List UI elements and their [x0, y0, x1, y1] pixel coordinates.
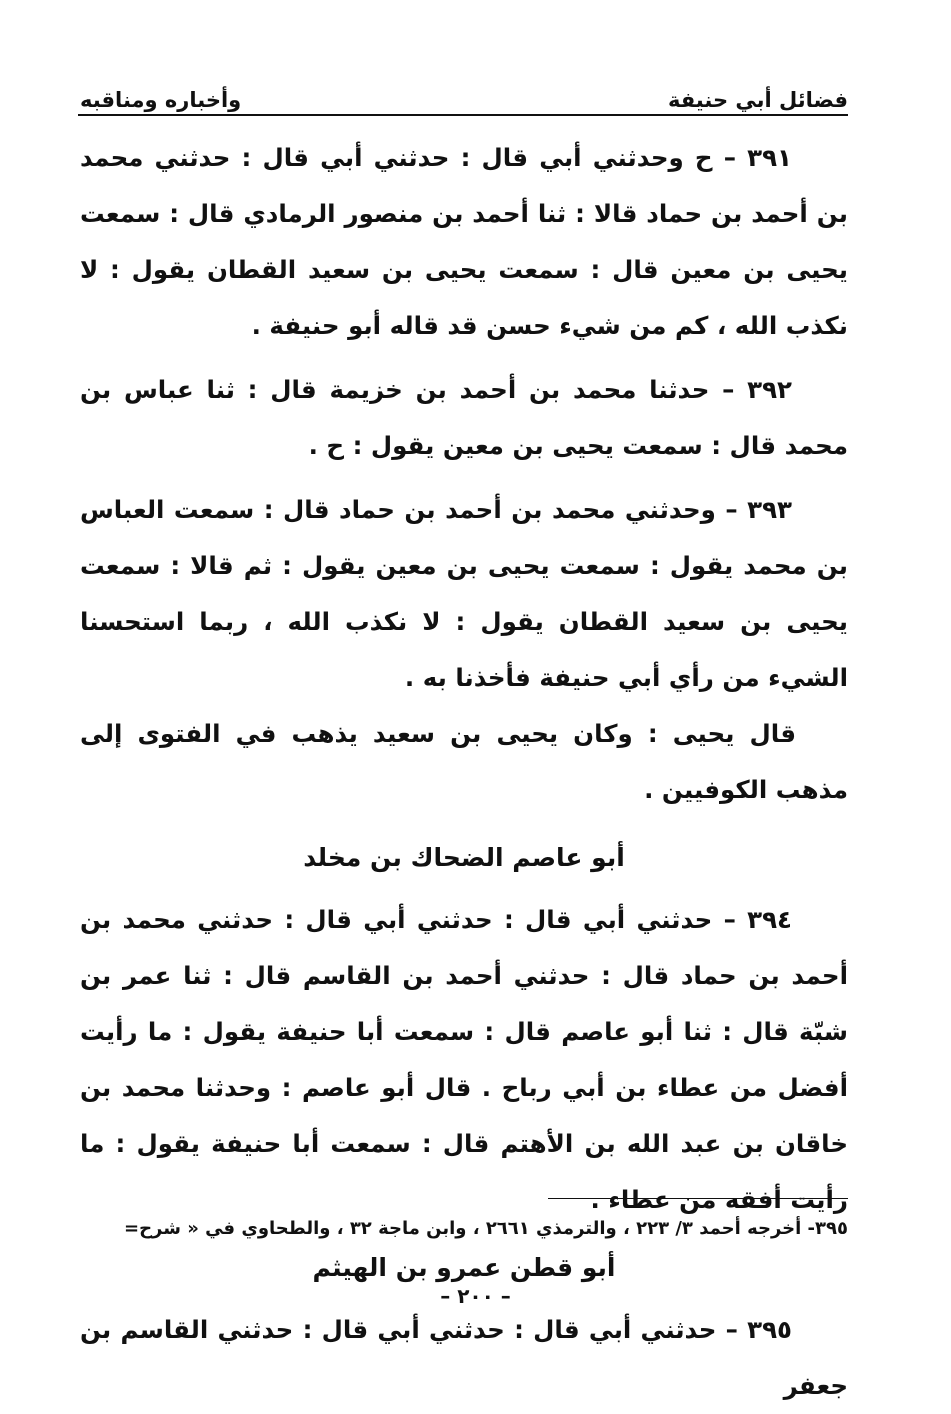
footnote-rule	[548, 1198, 848, 1199]
header-book-title: فضائل أبي حنيفة	[667, 88, 848, 112]
section-title-abu-asim: أبو عاصم الضحاك بن مخلد	[303, 843, 625, 872]
paragraph-393-continued: قال يحيى : وكان يحيى بن سعيد يذهب في الفتوى إلى مذهب الكوفيين .	[80, 719, 848, 804]
footnote-395: ٣٩٥- أخرجه أحمد ٣/ ٢٢٣ ، والترمذي ٢٦٦١ ، وابن ماجة ٣٢ ، والطحاوي في « شرح=	[123, 1218, 848, 1239]
running-header	[80, 76, 848, 112]
header-rule	[78, 114, 848, 116]
paragraph-395: ٣٩٥ – حدثني أبي قال : حدثني أبي قال : حدثني القاسم بن جعفر	[80, 1315, 848, 1400]
paragraph-391: ٣٩١ – ح وحدثني أبي قال : حدثني أبي قال : حدثني محمد بن أحمد بن حماد قالا : ثنا أحمد بن منصور الرمادي قال : سمعت يحيى بن معين قال : سمعت يحيى بن سعيد القطان يقول : لا نكذب الله ، كم من شيء حسن قد قاله أبو حنيفة .	[80, 143, 848, 340]
paragraph-393: ٣٩٣ – وحدثني محمد بن أحمد بن حماد قال : سمعت العباس بن محمد يقول : سمعت يحيى بن معين يقول : ثم قالا : سمعت يحيى بن سعيد القطان يقول : لا نكذب الله ، ربما استحسنا الشيء من رأي أبي حنيفة فأخذنا به .	[80, 495, 848, 692]
section-title-abu-qatan: أبو قطن عمرو بن الهيثم	[312, 1253, 616, 1282]
paragraph-394: ٣٩٤ – حدثني أبي قال : حدثني أبي قال : حدثني محمد بن أحمد بن حماد قال : حدثني أحمد بن القاسم قال : ثنا عمر بن شبّة قال : ثنا أبو عاصم قال : سمعت أبا حنيفة يقول : ما رأيت أفضل من عطاء بن أبي رباح . قال أبو عاصم : وحدثنا محمد بن خاقان بن عبد الله بن الأهتم قال : سمعت أبا حنيفة يقول : ما رأيت أفقه من عطاء .	[80, 905, 848, 1214]
header-subtitle: وأخباره ومناقبه	[80, 88, 242, 112]
paragraph-392: ٣٩٢ – حدثنا محمد بن أحمد بن خزيمة قال : ثنا عباس بن محمد قال : سمعت يحيى بن معين يقول : ح .	[80, 375, 848, 460]
page-number: – ٢٠٠ –	[440, 1284, 511, 1308]
